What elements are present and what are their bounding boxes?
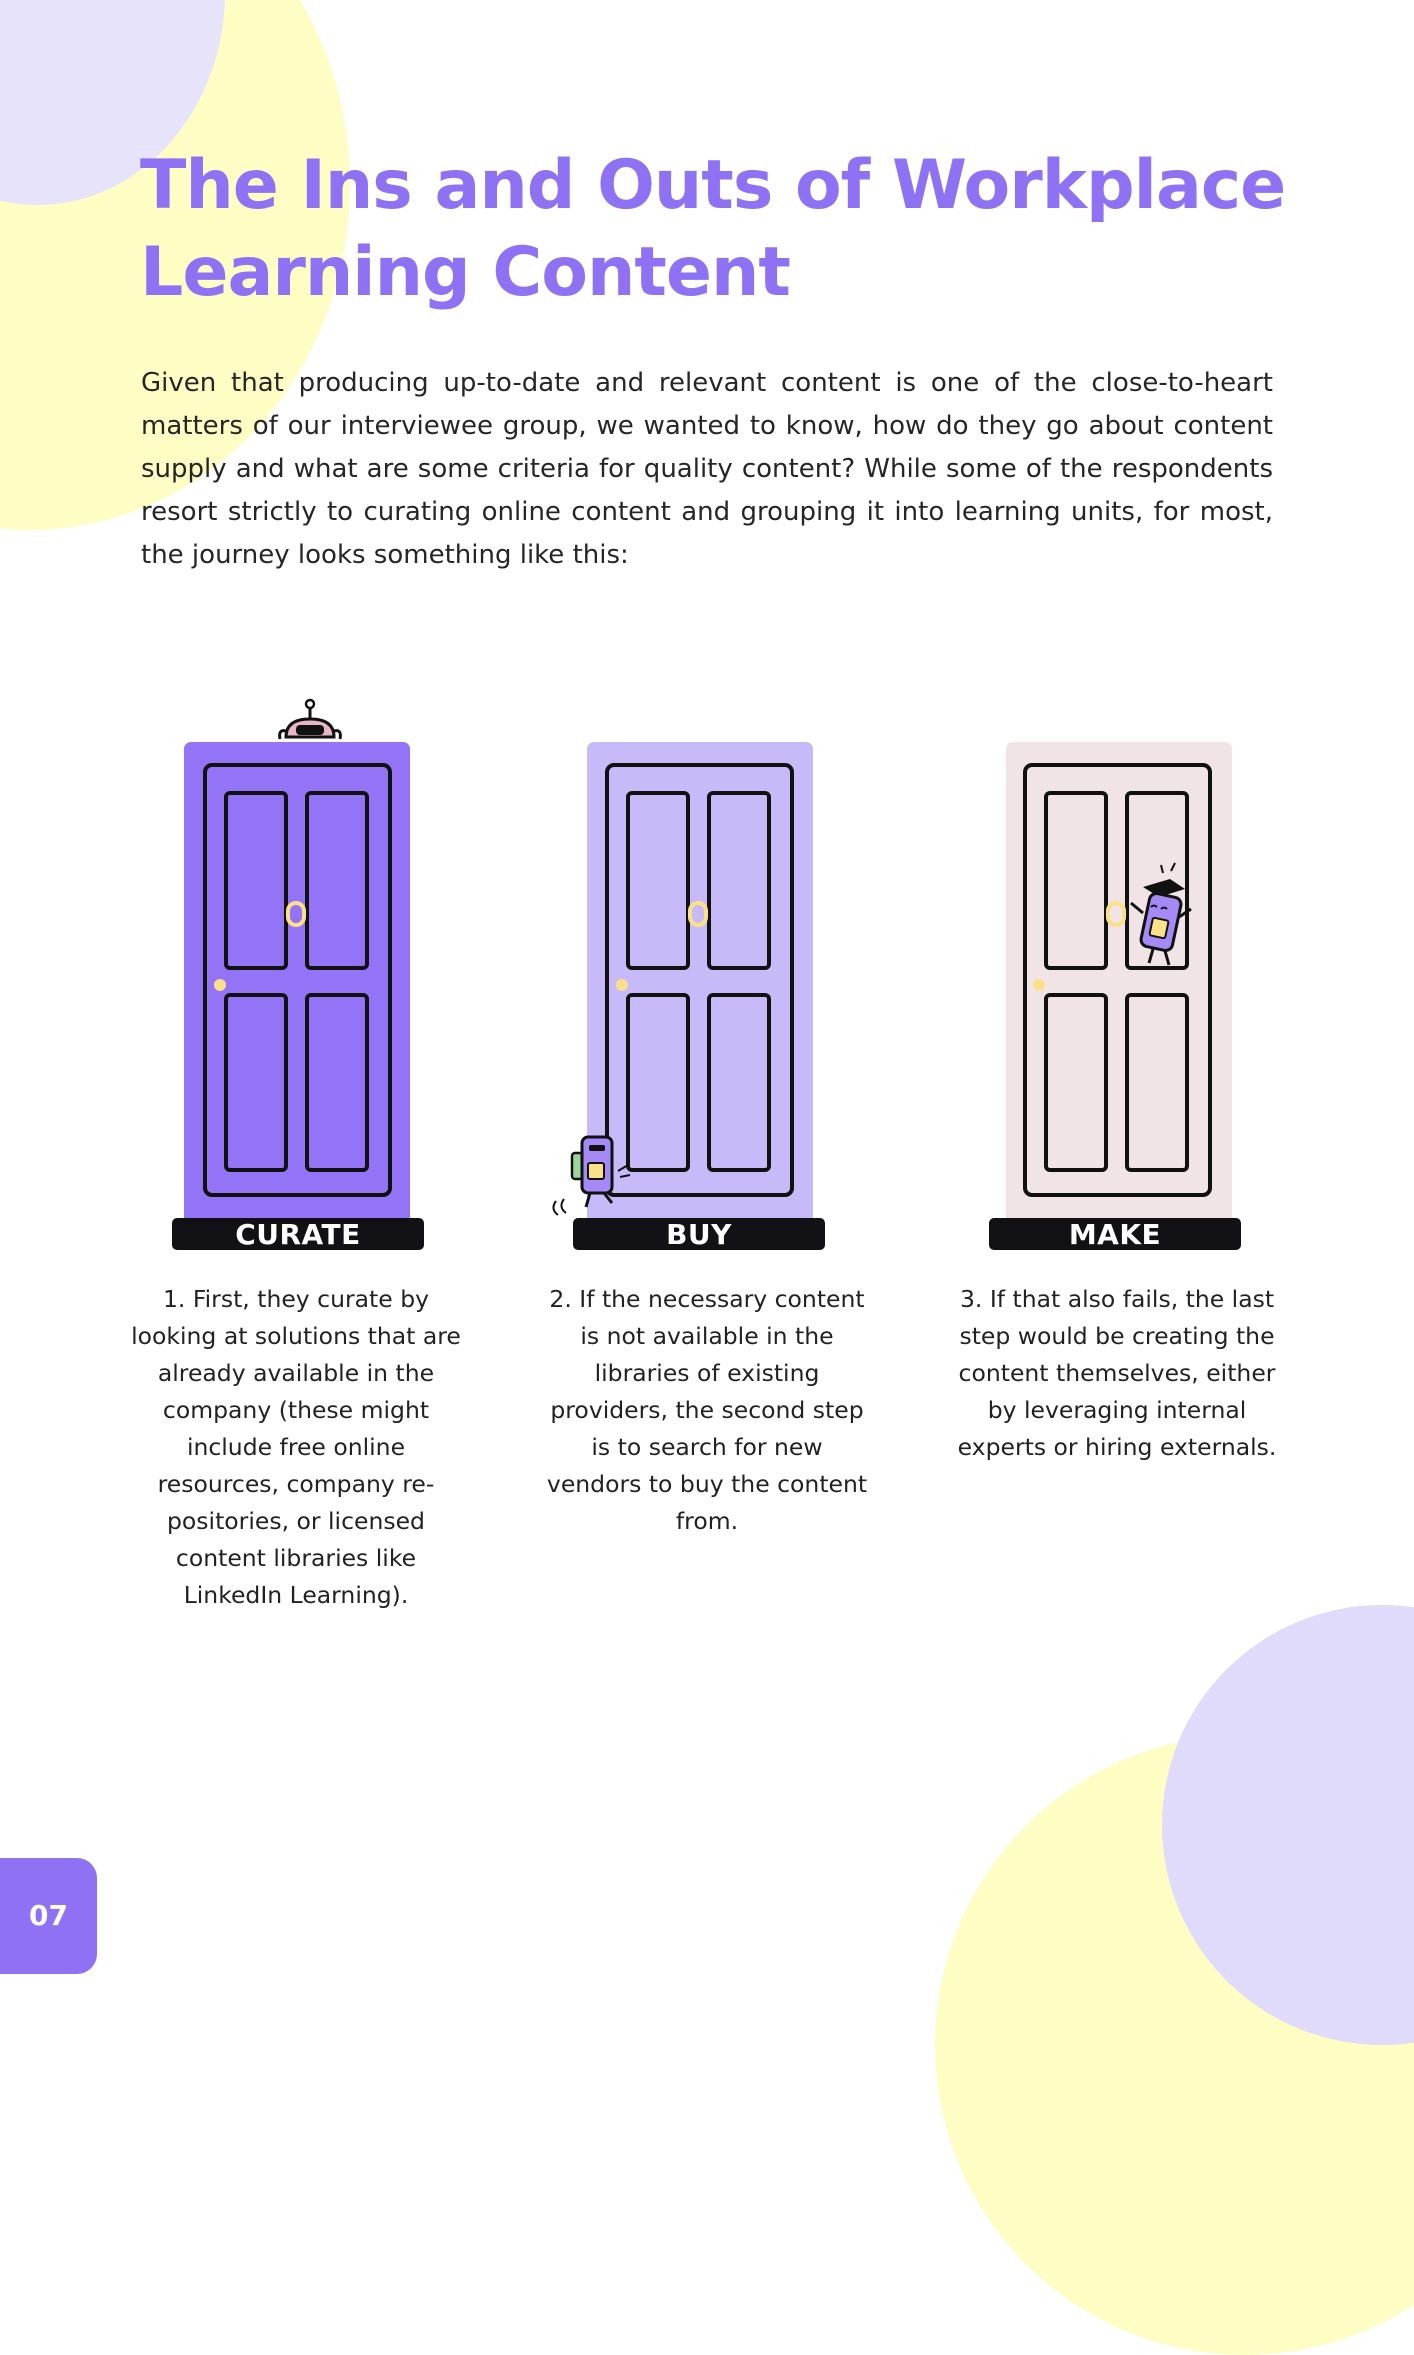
door-knob <box>214 979 226 991</box>
page-number: 07 <box>0 1858 97 1974</box>
door-make <box>985 695 1245 1250</box>
step-label: BUY <box>573 1218 825 1250</box>
door-curate <box>168 695 428 1250</box>
door-knob <box>1033 979 1045 991</box>
step-label: CURATE <box>172 1218 424 1250</box>
page-title-line: The Ins and Outs of Workplace <box>140 146 1286 225</box>
page-title <box>140 142 1320 316</box>
door-illustration <box>985 695 1245 1250</box>
door-knob <box>616 979 628 991</box>
door-illustration <box>568 695 828 1250</box>
step-description: 3. If that also fails, the last step would be creating the content themselves, either by leveraging internal experts or hiring externals. <box>957 1285 1277 1461</box>
step-description: 2. If the necessary content is not available in the libraries of existing providers, the second step is to search for new vendors to buy the content from. <box>546 1285 868 1535</box>
intro-paragraph: Given that producing up-to-date and relevant content is one of the close-to-heart matters of our interviewee group, we wanted to know, how do they go about content supply and what are some criteria for quality content? While some of the respondents resort strictly to curating online content and grouping it into learning units, for most, the journey looks something like this: <box>141 368 1273 570</box>
step-label: MAKE <box>989 1218 1241 1250</box>
page-title-line: Learning Content <box>140 233 790 312</box>
step-description: 1. First, they curate by looking at solutions that are already available in the company (these might include free online resources, company re-positories, or licensed content libraries like LinkedIn Learning). <box>131 1285 461 1609</box>
door-buy <box>568 695 828 1250</box>
door-illustration <box>168 695 428 1250</box>
robot-head-icon <box>280 700 341 739</box>
